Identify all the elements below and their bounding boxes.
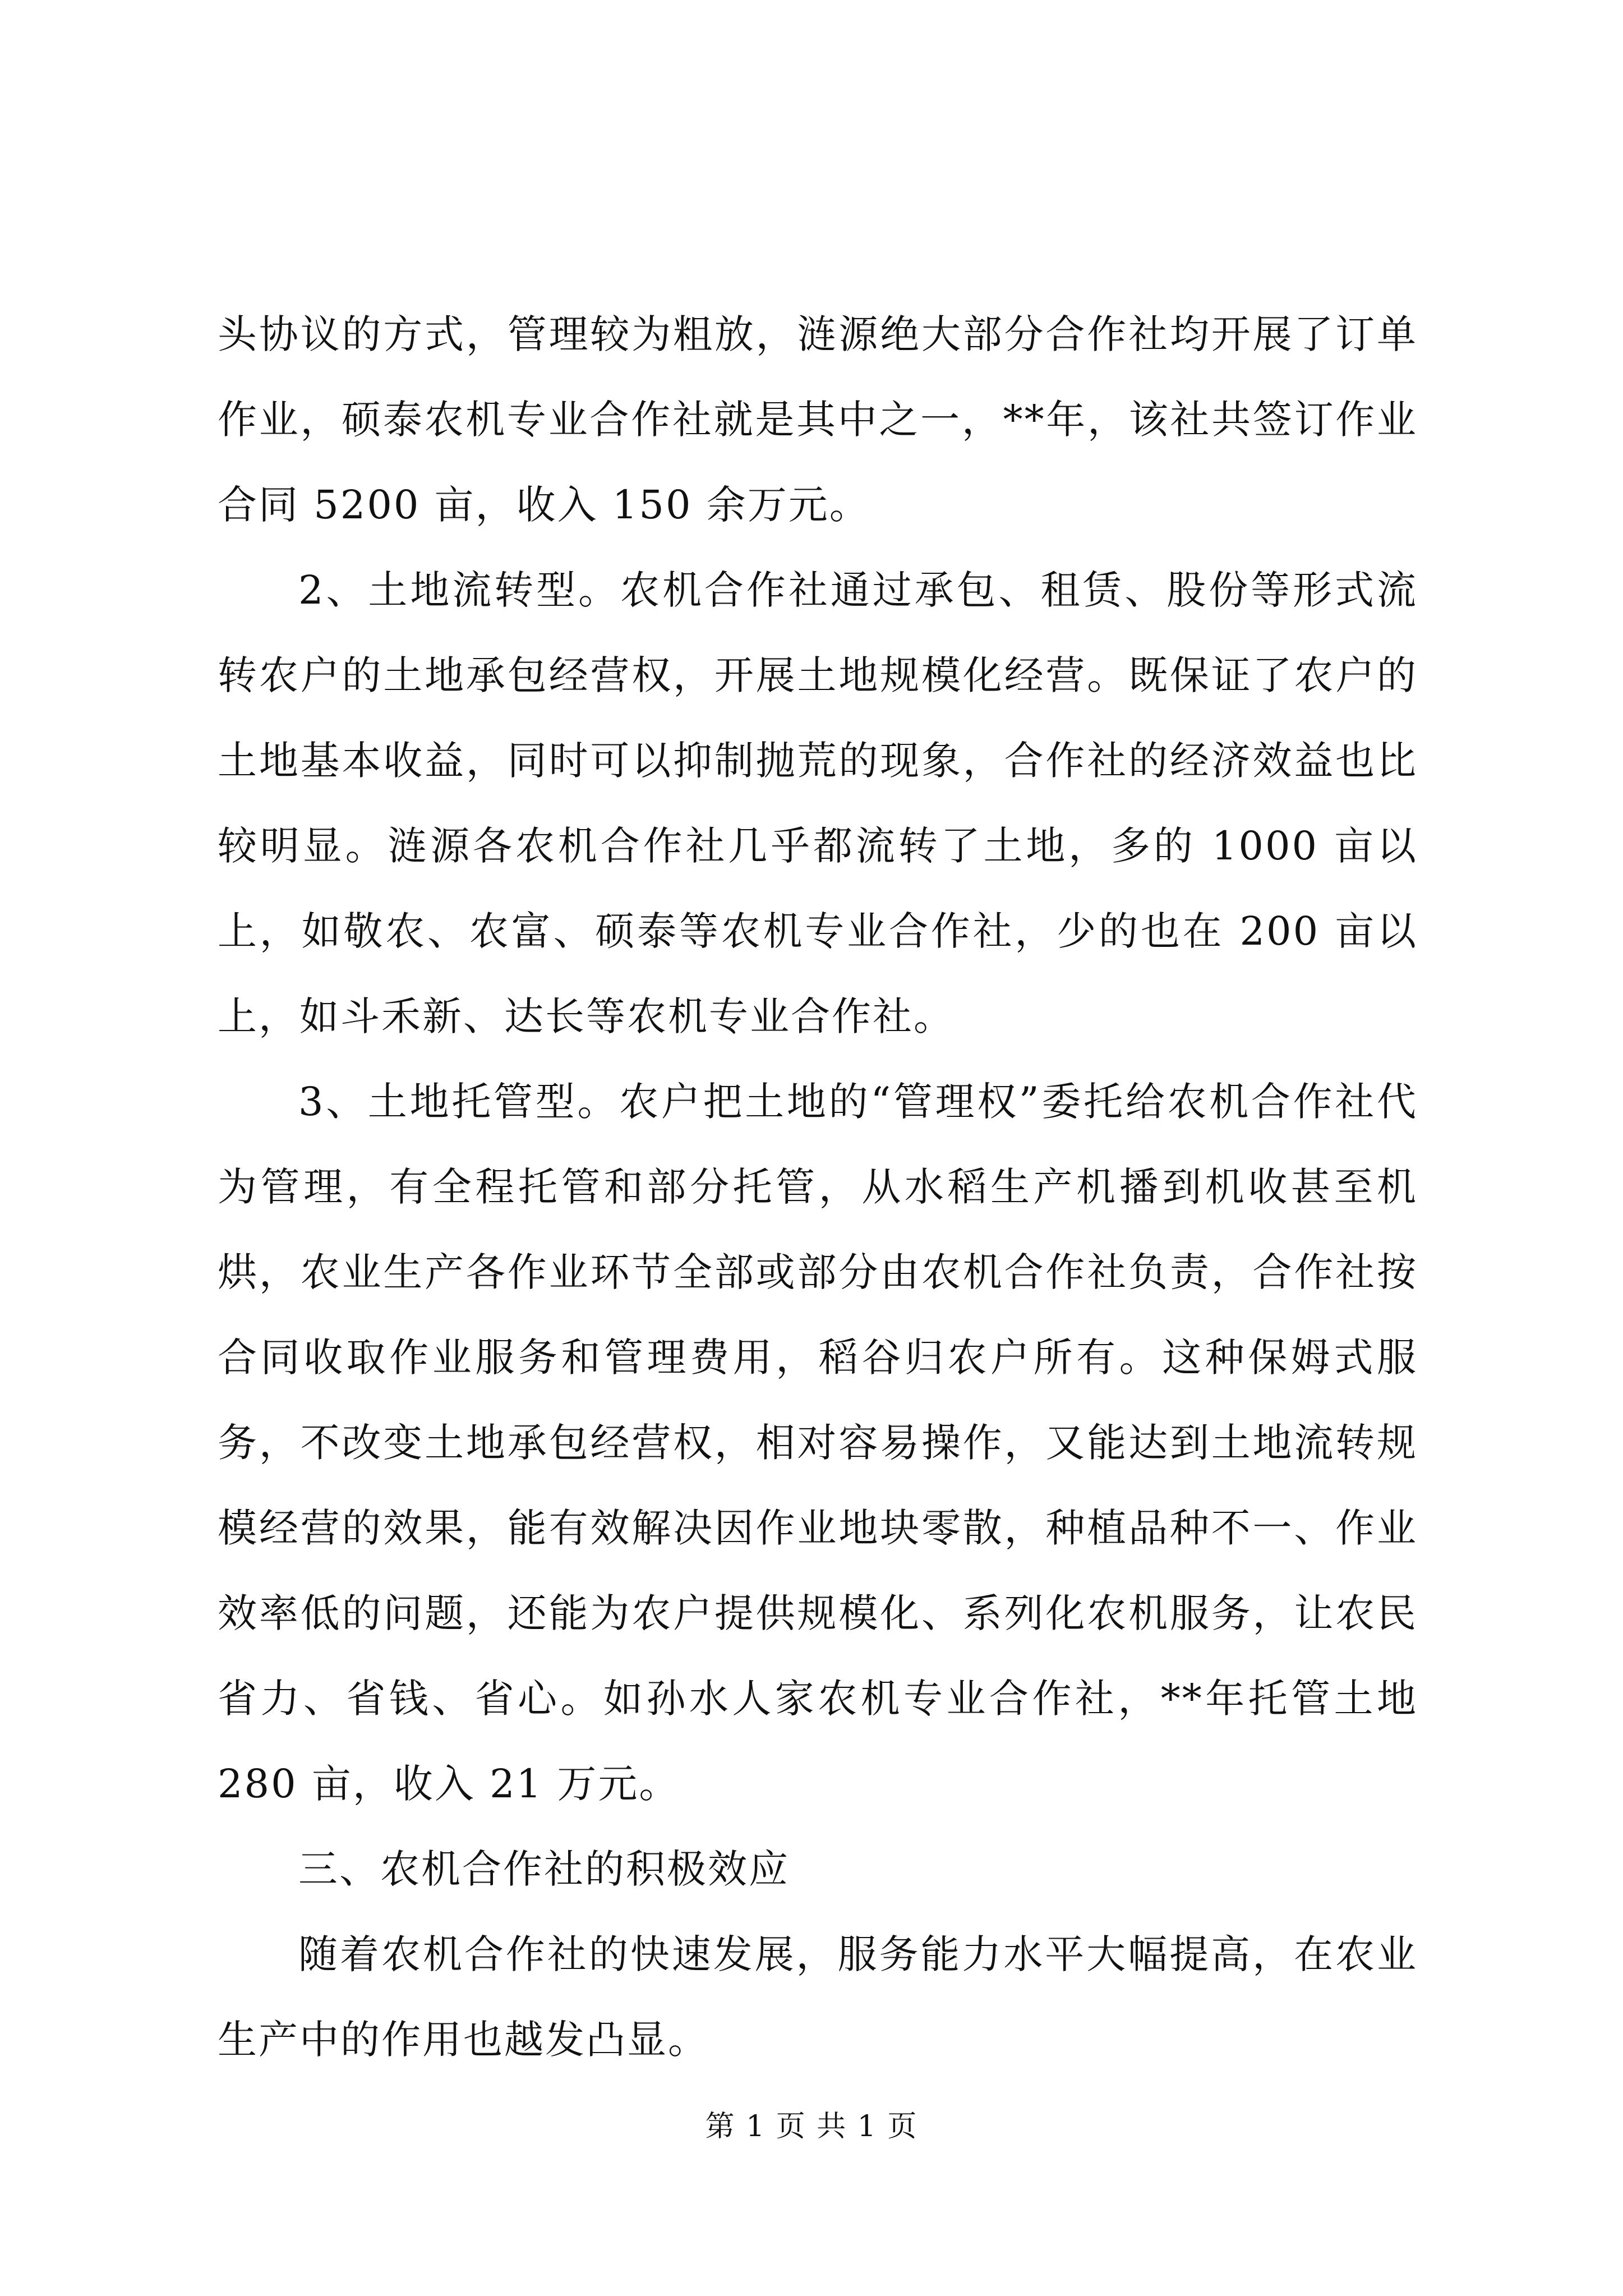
paragraph-continuation: 头协议的方式，管理较为粗放，涟源绝大部分合作社均开展了订单作业，硕泰农机专业合作社就是其中之一，**年，该社共签订作业合同 5200 亩，收入 150 余万元。	[218, 311, 1418, 528]
document-body	[218, 292, 1418, 2082]
page-footer: 第 1 页 共 1 页	[705, 2110, 918, 2143]
section-heading: 三、农机合作社的积极效应	[298, 1846, 790, 1892]
paragraph-land-transfer: 2、土地流转型。农机合作社通过承包、租赁、股份等形式流转农户的土地承包经营权，开展土地规模化经营。既保证了农户的土地基本收益，同时可以抑制抛荒的现象，合作社的经济效益也比较明显。涟源各农机合作社几乎都流转了土地，多的 1000 亩以上，如敬农、农富、硕泰等农机专业合作社，少的也在 200 亩以上，如斗禾新、达长等农机专业合作社。	[218, 567, 1418, 1039]
paragraph-land-trusteeship: 3、土地托管型。农户把土地的“管理权”委托给农机合作社代为管理，有全程托管和部分托管，从水稻生产机播到机收甚至机烘，农业生产各作业环节全部或部分由农机合作社负责，合作社按合同收取作业服务和管理费用，稻谷归农户所有。这种保姆式服务，不改变土地承包经营权，相对容易操作，又能达到土地流转规模经营的效果，能有效解决因作业地块零散，种植品种不一、作业效率低的问题，还能为农户提供规模化、系列化农机服务，让农民省力、省钱、省心。如孙水人家农机专业合作社，**年托管土地 280 亩，收入 21 万元。	[218, 1079, 1418, 1807]
paragraph-positive-effects: 随着农机合作社的快速发展，服务能力水平大幅提高，在农业生产中的作用也越发凸显。	[218, 1931, 1418, 2063]
